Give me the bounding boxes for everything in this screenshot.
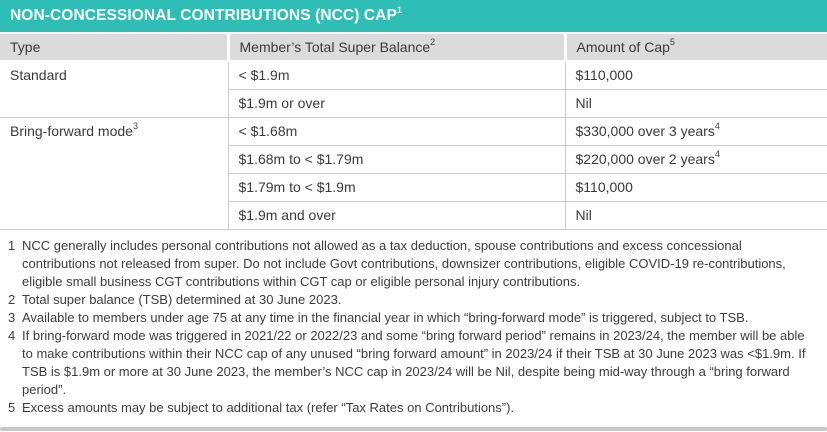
section-title-bar	[0, 0, 827, 32]
footnote-text: Available to members under age 75 at any time in the financial year in which “bring-forward mode” is triggered, subject to TSB.	[22, 309, 749, 325]
footnotes-section	[0, 237, 827, 417]
footnote-text: NCC generally includes personal contributions not allowed as a tax deduction, spouse contributions and excess concessional contributions not released from super. Do not include Govt contributions, downsizer contributions, eligible COVID-19 re-contributions, eligible small business CGT contributions within CGT cap or eligible personal injury contributions.	[22, 237, 786, 289]
footnote-number: 1	[8, 237, 16, 253]
footnote-text: Excess amounts may be subject to additional tax (refer “Tax Rates on Contributions”).	[22, 399, 515, 415]
footnote-ref: 4	[714, 121, 720, 132]
footnote-number: 4	[8, 327, 16, 343]
balance-cell: $1.9m or over	[228, 89, 565, 117]
cap-cell: $110,000	[565, 173, 827, 201]
balance-cell: $1.9m and over	[228, 201, 565, 229]
page-title-footnote-ref: 1	[396, 5, 403, 16]
balance-cell: $1.79m to < $1.9m	[228, 173, 565, 201]
footnote-ref: 3	[132, 120, 138, 131]
table-row	[0, 117, 827, 145]
footnote-text: If bring-forward mode was triggered in 2021/22 or 2022/23 and some “bring forward period” remains in 2023/24, the member will be able to make contributions within their NCC cap of any unused “bring forward amount” in 2023/24 if their TSB at 30 June 2023 was <$1.9m. If TSB is $1.9m or more at 30 June 2023, the member’s NCC cap in 2023/24 will be Nil, despite being mid-way through a “bring forward period”.	[22, 327, 806, 397]
page-title-text: NON-CONCESSIONAL CONTRIBUTIONS (NCC) CAP	[10, 7, 397, 25]
ncc-cap-table	[0, 34, 827, 230]
column-header-type: Type	[0, 34, 228, 61]
table-row	[0, 61, 827, 89]
type-cell-bring-forward: Bring-forward mode$^3$	[0, 117, 228, 229]
type-cell-standard: Standard	[0, 61, 228, 117]
balance-cell: < $1.68m	[228, 117, 565, 145]
bottom-divider	[0, 427, 827, 431]
column-header-balance: Member’s Total Super Balance$^2$	[228, 34, 565, 61]
footnote-ref: 4	[714, 149, 720, 160]
footnote-text: Total super balance (TSB) determined at 30 June 2023.	[22, 291, 342, 307]
page-title	[10, 6, 402, 25]
footnote-number: 3	[8, 309, 16, 325]
cap-cell: $220,000 over 2 years$^4$	[565, 145, 827, 173]
balance-cell: $1.68m to < $1.79m	[228, 145, 565, 173]
table-header-row	[0, 34, 827, 61]
footnote-number: 5	[8, 399, 16, 415]
footnote-ref: 2	[430, 37, 436, 48]
footnote-4	[8, 327, 817, 399]
cap-cell: $330,000 over 3 years$^4$	[565, 117, 827, 145]
footnote-1	[8, 237, 817, 291]
footnote-ref: 5	[669, 37, 675, 48]
footnote-number: 2	[8, 291, 16, 307]
footnote-2	[8, 291, 817, 309]
column-header-cap: Amount of Cap$^5$	[565, 34, 827, 61]
cap-cell: Nil	[565, 89, 827, 117]
cap-cell: $110,000	[565, 61, 827, 89]
footnote-3	[8, 309, 817, 327]
balance-cell: < $1.9m	[228, 61, 565, 89]
footnote-5	[8, 399, 817, 417]
cap-cell: Nil	[565, 201, 827, 229]
